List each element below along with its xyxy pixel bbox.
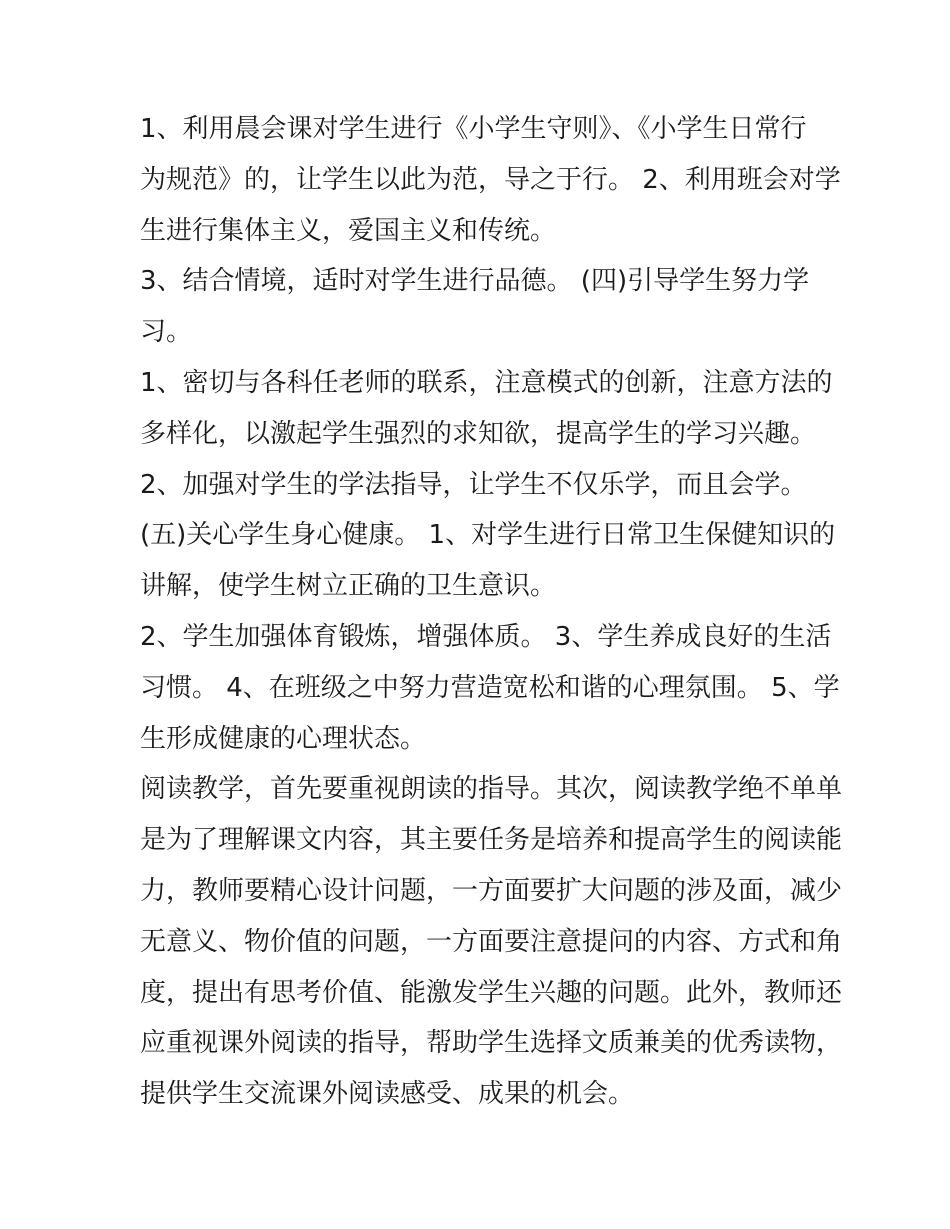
text-line: 度，提出有思考价值、能激发学生兴趣的问题。此外，教师还 <box>140 977 843 1008</box>
text-line: 习惯。 4、在班级之中努力营造宽松和谐的心理氛围。 5、学 <box>140 672 840 703</box>
document-body <box>140 104 843 1120</box>
text-line: 为规范》的，让学生以此为范，导之于行。 2、利用班会对学 <box>140 164 841 195</box>
text-line: 是为了理解课文内容，其主要任务是培养和提高学生的阅读能 <box>140 825 843 856</box>
text-line: 2、加强对学生的学法指导，让学生不仅乐学，而且会学。 <box>140 469 807 500</box>
text-line: (五)关心学生身心健康。 1、对学生进行日常卫生保健知识的 <box>140 520 836 551</box>
text-line: 2、学生加强体育锻炼，增强体质。 3、学生养成良好的生活 <box>140 621 832 652</box>
text-line: 1、密切与各科任老师的联系，注意模式的创新，注意方法的 <box>140 367 833 398</box>
text-line: 生形成健康的心理状态。 <box>140 723 427 754</box>
text-line: 提供学生交流课外阅读感受、成果的机会。 <box>140 1079 635 1110</box>
text-line: 无意义、物价值的问题，一方面要注意提问的内容、方式和角 <box>140 926 843 957</box>
text-line: 应重视课外阅读的指导，帮助学生选择文质兼美的优秀读物， <box>140 1028 843 1059</box>
text-line: 生进行集体主义，爱国主义和传统。 <box>140 215 557 246</box>
text-line: 阅读教学，首先要重视朗读的指导。其次，阅读教学绝不单单 <box>140 774 843 805</box>
text-line: 1、利用晨会课对学生进行《小学生守则》、《小学生日常行 <box>140 114 807 144</box>
text-line: 3、结合情境，适时对学生进行品德。 (四)引导学生努力学 <box>140 266 810 297</box>
text-line: 讲解，使学生树立正确的卫生意识。 <box>140 571 557 602</box>
text-line: 习。 <box>140 317 193 348</box>
text-line: 多样化，以激起学生强烈的求知欲，提高学生的学习兴趣。 <box>140 418 817 449</box>
text-line: 力，教师要精心设计问题，一方面要扩大问题的涉及面，减少 <box>140 875 843 906</box>
